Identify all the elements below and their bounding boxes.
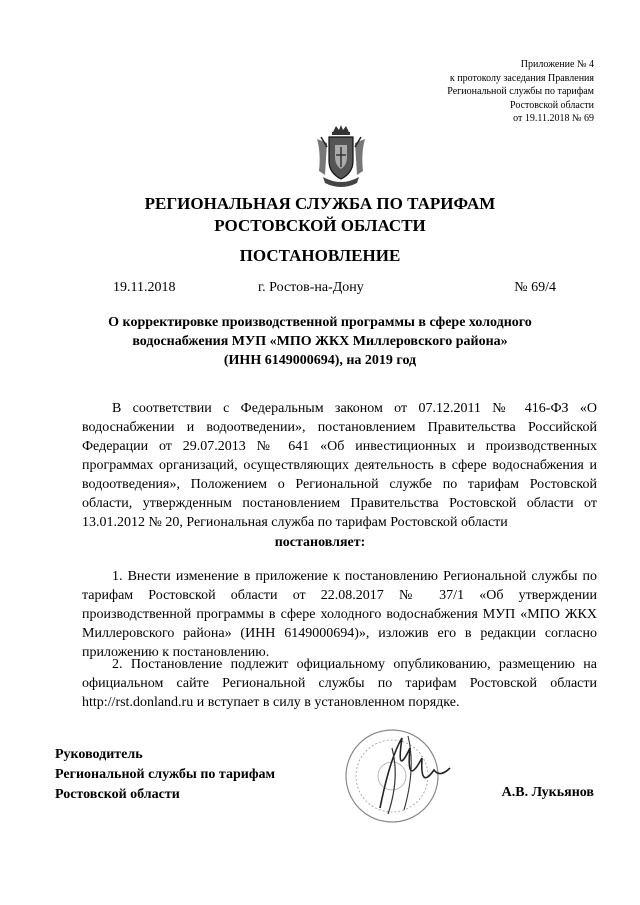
decree-item-2: 2. Постановление подлежит официальному опубликованию, размещению на официальном сайте Региональной службы по тарифам Ростовской области http://rst.donland.ru и вступает в силу в установленном порядке. — [82, 657, 597, 710]
document-type: ПОСТАНОВЛЕНИЕ — [239, 246, 401, 265]
signer-line: Ростовской области — [55, 787, 180, 802]
appendix-line: от 19.11.2018 № 69 — [513, 113, 594, 124]
title-line: О корректировке производственной программы в сфере холодного — [108, 315, 532, 330]
document-title — [60, 313, 580, 370]
document-number: № 69/4 — [514, 280, 556, 295]
decree-item-1: 1. Внести изменение в приложение к постановлению Региональной службы по тарифам Ростовской области от 22.08.2017 № 37/1 «Об утверждении производственной программы в сфере холодного водоснабжения МУП «МПО ЖКХ Миллеровского района» (ИНН 6149000694)», изложив его в редакции согласно приложению к постановлению. — [82, 569, 597, 660]
official-seal-icon — [330, 718, 480, 833]
org-line: РОСТОВСКОЙ ОБЛАСТИ — [214, 216, 426, 235]
signer-position — [55, 745, 275, 805]
document-date: 19.11.2018 — [113, 280, 176, 295]
signer-name: А.В. Лукьянов — [501, 785, 594, 800]
appendix-note — [334, 58, 594, 126]
decree-word: постановляет: — [274, 535, 366, 550]
appendix-line: Региональной службы по тарифам — [447, 86, 594, 97]
coat-of-arms-icon — [313, 123, 369, 187]
title-line: водоснабжения МУП «МПО ЖКХ Миллеровского района» — [132, 334, 508, 349]
org-line: РЕГИОНАЛЬНАЯ СЛУЖБА ПО ТАРИФАМ — [144, 194, 496, 213]
document-city: г. Ростов-на-Дону — [258, 280, 364, 295]
organization-name — [0, 193, 640, 237]
signer-line: Руководитель — [55, 747, 143, 762]
title-line: (ИНН 6149000694), на 2019 год — [223, 353, 417, 368]
signer-line: Региональной службы по тарифам — [55, 767, 276, 782]
preamble-paragraph: В соответствии с Федеральным законом от 07.12.2011 № 416-ФЗ «О водоснабжении и водоотведении», постановлением Правительства Российской Федерации от 29.07.2013 № 641 «Об инвестиционных и производственных программах организаций, осуществляющих деятельность в сфере водоснабжения и водоотведения», Положением о Региональной службе по тарифам Ростовской области, утвержденным постановлением Правительства Ростовской области от 13.01.2012 № 20, Региональная служба по тарифам Ростовской области — [82, 401, 597, 530]
appendix-line: Ростовской области — [510, 99, 594, 111]
appendix-line: к протоколу заседания Правления — [449, 72, 594, 84]
appendix-line: Приложение № 4 — [520, 59, 594, 70]
